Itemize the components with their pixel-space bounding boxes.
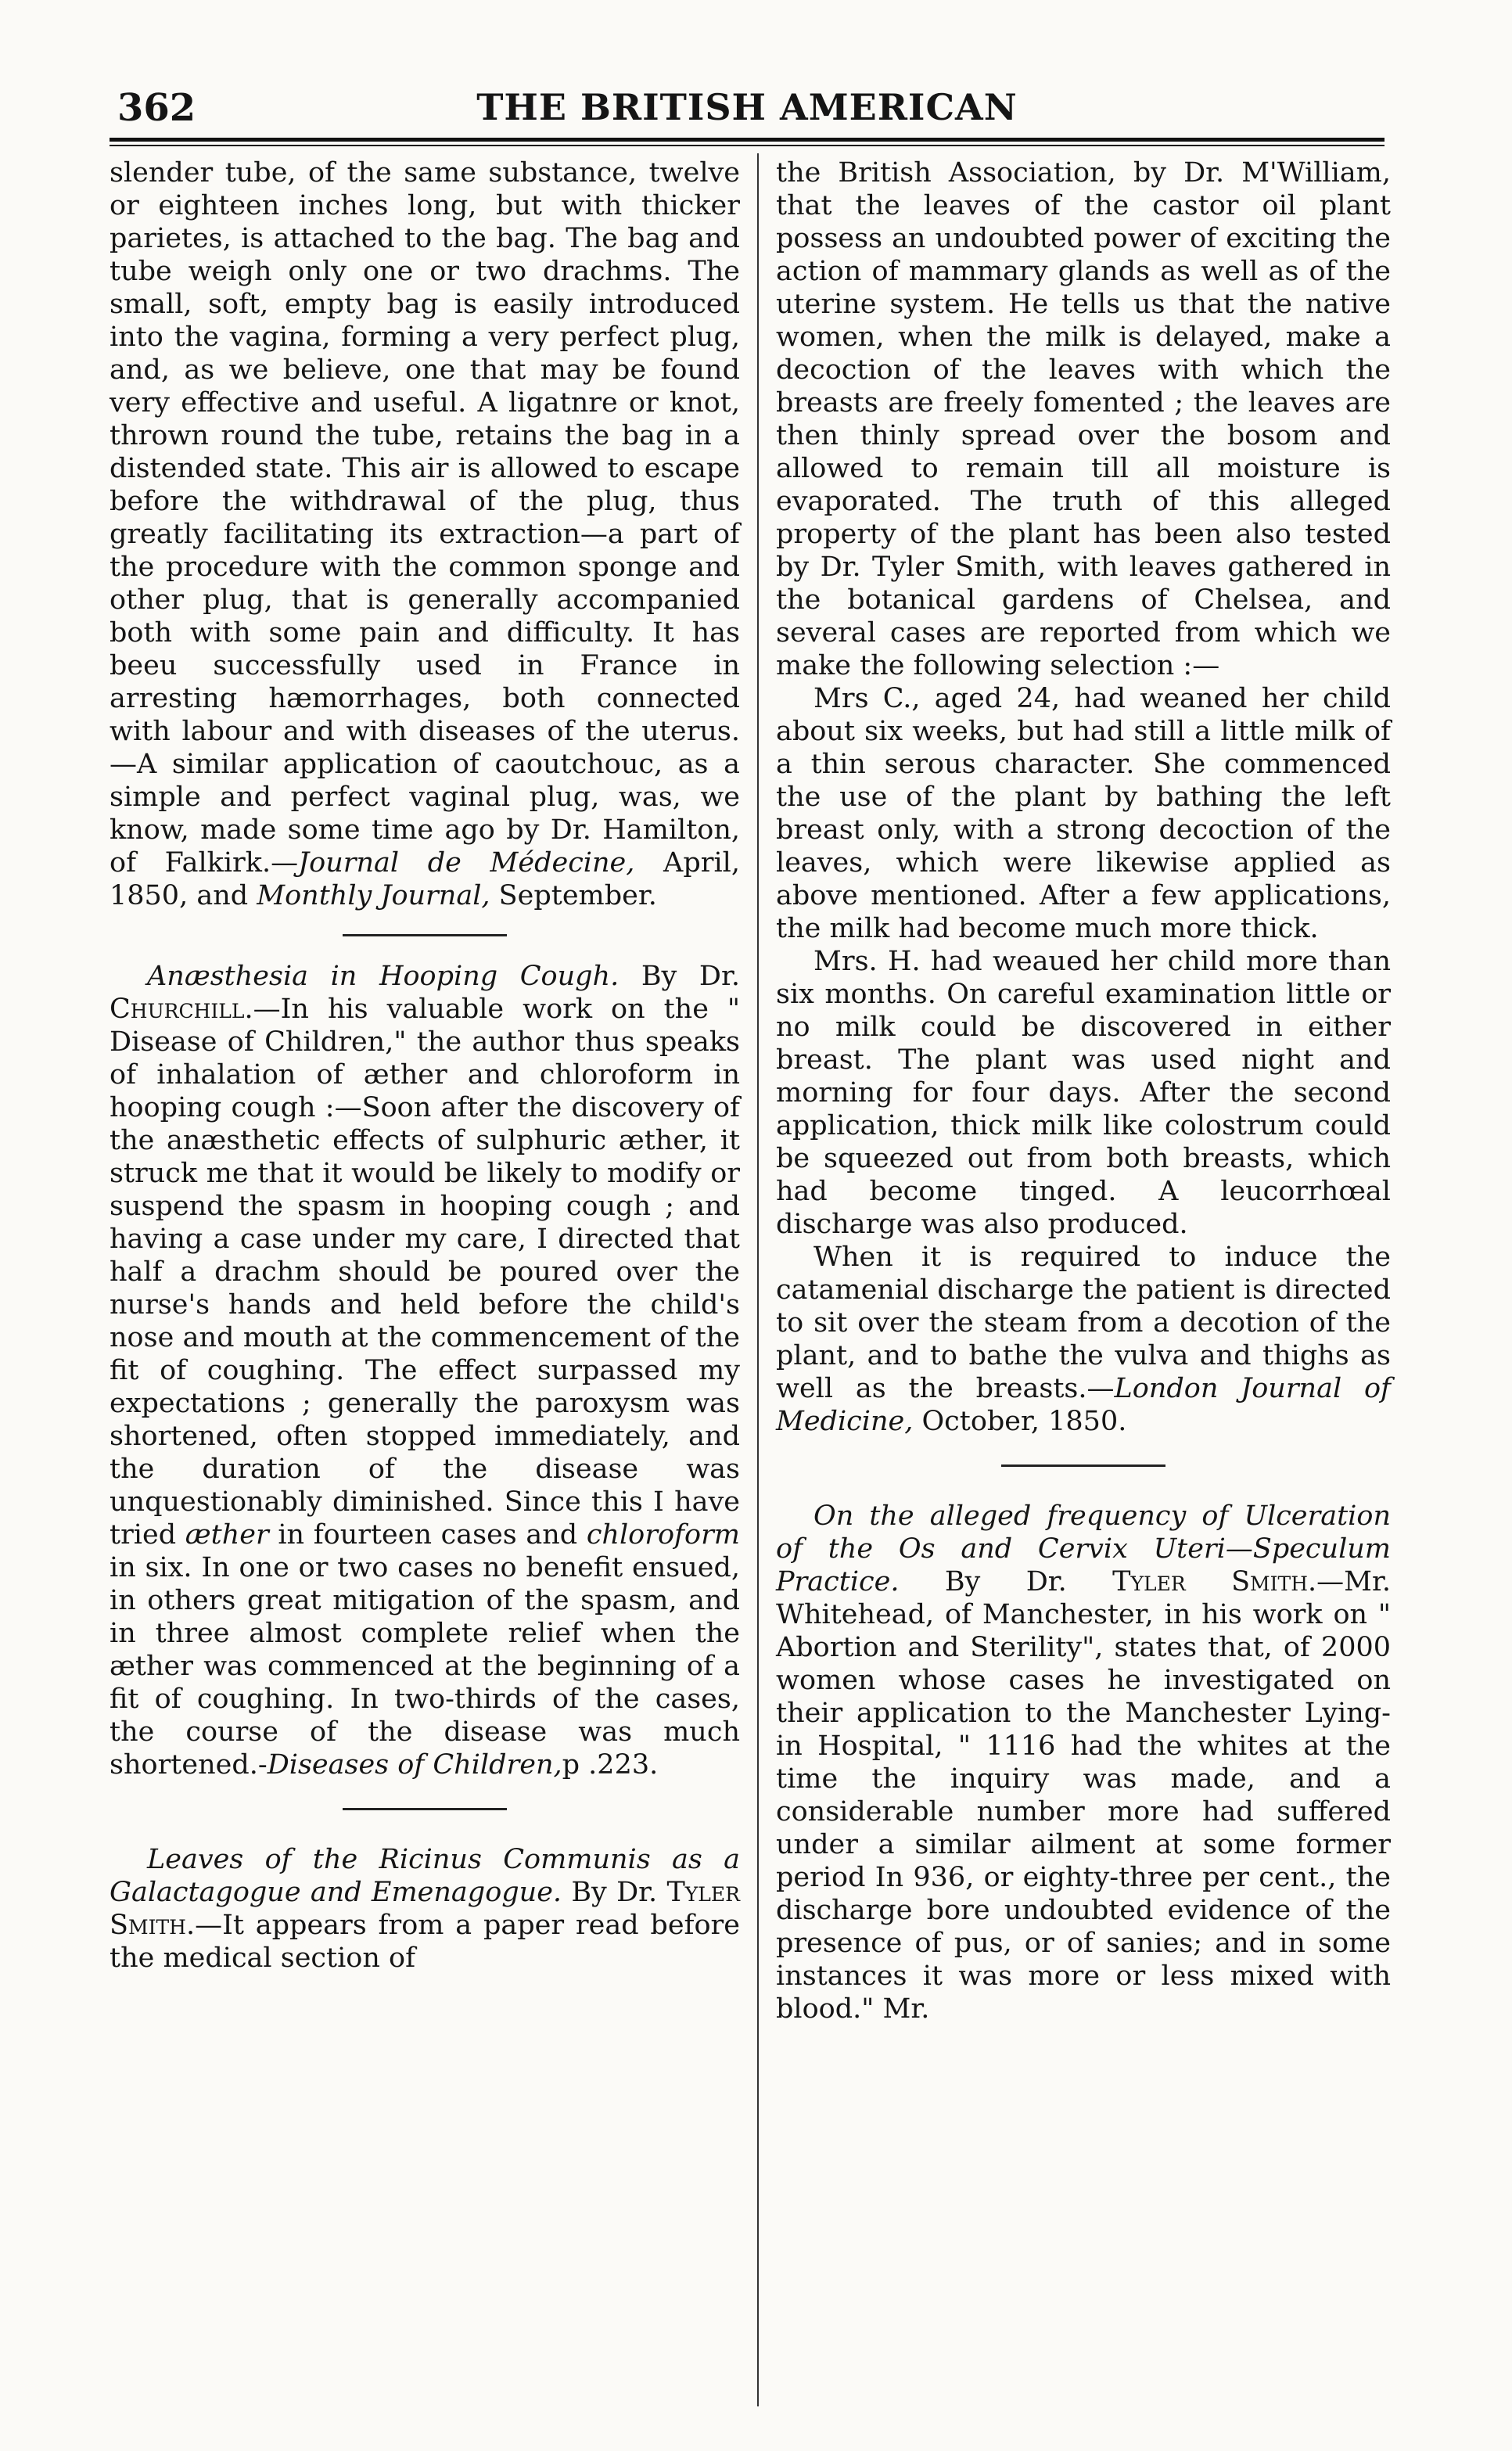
case-mrs-h: Mrs. H. had weaued her child more than six months. On careful examination little or no milk could be discovered in either breast. The plant was used night and morning for four days. After the second application, thick milk like colostrum could be squeezed out from both breasts, which had become tinged. A leucorrhœal discharge was also produced. — [776, 946, 1391, 1240]
article-title-anaesthesia: Anæsthesia in Hooping Cough. — [147, 961, 620, 992]
term-chloroform: chloroform — [586, 1519, 740, 1551]
source-date-september: September. — [490, 880, 657, 911]
catamenial-text: When it is required to induce the catamenial discharge the patient is directed to sit over the steam from a decotion of the plant, and to bathe the vulva and thighs as well as the breasts.— — [776, 1242, 1391, 1404]
source-date-april: April, 1850, and — [110, 847, 740, 911]
column-divider — [757, 153, 759, 2406]
author-tyler-smith: Tyler Smith — [1112, 1566, 1309, 1597]
right-column — [776, 156, 1391, 2025]
article-body-part-1: .—In his valuable work on the " Disease of Children," the author thus speaks of inhalation of æther and chloroform in hooping cough :—Soon after the discovery of the anæsthetic effects of sulphuric æther, it struck me that it would be likely to modify or suspend the spasm in hooping cough ; and having a case under my care, I directed that half a drachm should be poured over the nurse's hands and held before the child's nose and mouth at the commencement of the fit of coughing. The effect surpassed my expectations ; generally the paroxysm was shortened, often stopped immediately, and the duration of the disease was unquestionably diminished. Since this I have tried — [110, 994, 740, 1551]
source-date-october: October, 1850. — [913, 1406, 1127, 1437]
page-number: 362 — [117, 86, 196, 130]
ricinus-paragraph-4 — [776, 1241, 1391, 1438]
left-column — [110, 156, 740, 1975]
article-separator — [1001, 1464, 1165, 1467]
ricinus-paragraph-1: the British Association, by Dr. M'William, that the leaves of the castor oil plant possess an undoubted power of exciting the action of mammary glands as well as of the uterine system. He tells us that the native women, when the milk is delayed, make a decoction of the leaves with which the breasts are freely fomented ; the leaves are then thinly spread over the bosom and allowed to remain till all moisture is evaporated. The truth of this alleged property of the plant has been also tested by Dr. Tyler Smith, with leaves gathered in the botanical gardens of Chelsea, and several cases are reported from which we make the following selection :— — [776, 157, 1391, 681]
article-body-part-2: in fourteen cases and — [268, 1519, 587, 1551]
source-london-journal: London Journal of Medicine, — [776, 1373, 1391, 1437]
source-diseases-of-children: Diseases of Children, — [267, 1749, 562, 1781]
article-separator — [343, 1808, 507, 1810]
page-header — [110, 86, 1385, 142]
article-title-ulceration: On the alleged frequency of Ulceration of the Os and Cervix Uteri—Speculum Practice. — [776, 1500, 1391, 1597]
article-ulceration — [776, 1500, 1391, 2025]
term-aether: æther — [185, 1519, 269, 1551]
author-tyler-smith: Tyler Smith — [110, 1877, 740, 1941]
continuation-text: slender tube, of the same substance, twelve or eighteen inches long, but with thicker parietes, is attached to the bag. The bag and tube weigh only one or two drachms. The small, soft, empty bag is easily introduced into the vagina, forming a very perfect plug, and, as we believe, one that may be found very effective and useful. A ligatnre or knot, thrown round the tube, retains the bag in a distended state. This air is allowed to escape before the withdrawal of the plug, thus greatly facilitating its extraction—a part of the procedure with the common sponge and other plug, that is generally accompanied both with some pain and difficulty. It has beeu successfully used in France in arresting hæmorrhages, both connected with labour and with diseases of the uterus.—A similar application of caoutchouc, as a simple and perfect vaginal plug, was, we know, made some time ago by Dr. Hamilton, of Falkirk.— — [110, 157, 740, 879]
author-churchill: Churchill — [110, 994, 245, 1025]
article-anaesthesia — [110, 960, 740, 1781]
continuation-paragraph — [110, 156, 740, 912]
page-reference: p .223. — [562, 1749, 659, 1781]
case-mrs-c: Mrs C., aged 24, had weaned her child about six weeks, but had still a little milk of a thin serous character. She commenced the use of the plant by bathing the left breast only, with a strong decoction of the leaves, which were likewise applied as above mentioned. After a few applications, the milk had become much more thick. — [776, 683, 1391, 944]
running-title: THE BRITISH AMERICAN — [476, 86, 1018, 128]
article-ricinus — [110, 1843, 740, 1975]
byline: By Dr. — [899, 1566, 1113, 1597]
article-body-part-3: in six. In one or two cases no benefit ensued, in others great mitigation of the spasm, and in three almost complete relief when the æther was commenced at the beginning of a fit of coughing. In two-thirds of the cases, the course of the disease was much shortened.- — [110, 1552, 740, 1781]
source-journal-de-medecine: Journal de Médecine, — [298, 847, 635, 879]
byline: By Dr. — [619, 961, 740, 992]
article-separator — [343, 934, 507, 936]
header-rule-thin — [110, 145, 1385, 146]
article-body: .—Mr. Whitehead, of Manchester, in his work on " Abortion and Sterility", states that, of 2000 women whose cases he investigated on their application to the Manchester Lying-in Hospital, " 1116 had the whites at the time the inquiry was made, and a considerable number more had suffered under a similar ailment at some former period In 936, or eighty-three per cent., the discharge bore undoubted evidence of the presence of pus, or of sanies; and in some instances it was more or less mixed with blood." Mr. — [776, 1566, 1391, 2025]
article-body-start: .—It appears from a paper read before the medical section of — [110, 1910, 740, 1974]
source-monthly-journal: Monthly Journal, — [257, 880, 490, 911]
article-title-ricinus: Leaves of the Ricinus Communis as a Galactagogue and Emenagogue. — [110, 1844, 740, 1908]
byline: By Dr. — [562, 1877, 667, 1908]
header-rule-thick — [110, 138, 1385, 142]
